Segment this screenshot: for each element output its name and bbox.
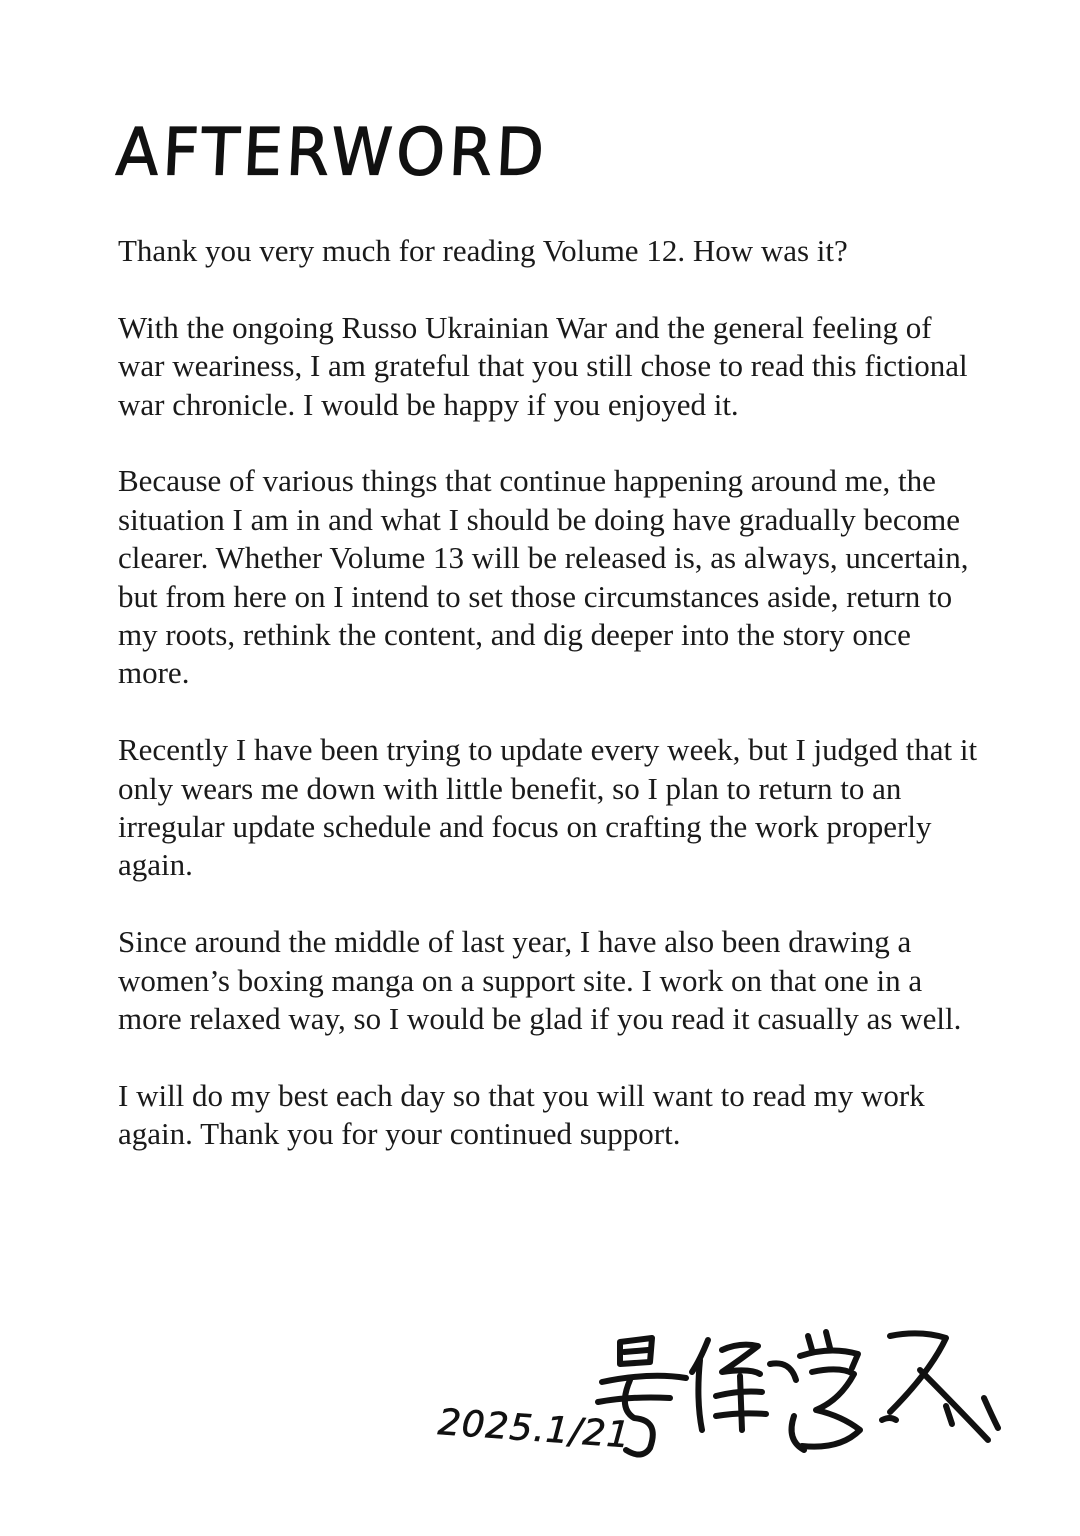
page-title: AFTERWORD xyxy=(114,113,550,191)
paragraph: Recently I have been trying to update every week, but I judged that it only wears me down with little benefit, so I plan to return to an irregular update schedule and focus on crafting the work properly again. xyxy=(118,732,978,883)
handwritten-signature xyxy=(590,1320,1010,1470)
signature-date: 2025.1/21 xyxy=(436,1402,632,1457)
paragraph: Because of various things that continue happening around me, the situation I am in and what I should be doing have gradually become clearer. Whether Volume 13 will be released is, as always, uncertain, but from here on I intend to set those circumstances aside, return to my roots, rethink the content, and dig deeper into the story once more. xyxy=(118,463,969,691)
paragraph: Since around the middle of last year, I have also been drawing a women’s boxing manga on a support site. I work on that one in a more relaxed way, so I would be glad if you read it casually as well. xyxy=(118,924,962,1037)
paragraph: With the ongoing Russo Ukrainian War and the general feeling of war weariness, I am grateful that you still chose to read this fictional war chronicle. I would be happy if you enjoyed it. xyxy=(118,309,968,422)
signature-block xyxy=(430,1320,1030,1480)
paragraph: I will do my best each day so that you will want to read my work again. Thank you for your continued support. xyxy=(118,1077,925,1152)
paragraph: Thank you very much for reading Volume 12. How was it? xyxy=(118,233,848,268)
afterword-body xyxy=(118,232,978,1192)
